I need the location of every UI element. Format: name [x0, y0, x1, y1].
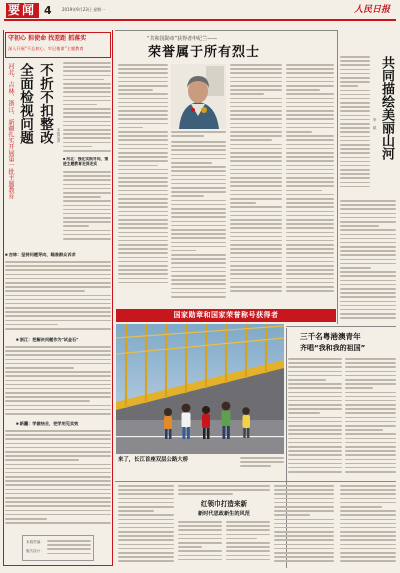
subhead-hebei: ■ 河北：强化实践导向，推进主题教育走深走实 — [63, 157, 109, 166]
bottom-title-line2: 新时代思政新生的风范 — [198, 511, 250, 517]
main-col2-text — [171, 141, 226, 306]
portrait-photo — [171, 64, 226, 129]
subhead-zhejiang: ■ 浙江：把解决问题作为“试金石” — [16, 337, 79, 342]
editor-line1: 本版责编： — [26, 540, 44, 544]
side-kicker: 河北、吉林、浙江、新疆扎实开展第一批主题教育 — [7, 63, 14, 200]
right-divider-h — [286, 326, 396, 327]
theme-banner — [5, 32, 111, 58]
bottom-text-col3 — [226, 521, 270, 567]
byline-left: 本报记者 — [57, 128, 61, 143]
honors-banner-text: 国家勋章和国家荣誉称号获得者 — [173, 311, 279, 319]
left-column-frame-bottom — [3, 565, 113, 566]
portrait-caption — [171, 131, 226, 139]
subhead-xinjiang: ■ 新疆：学做结合，把学用见实效 — [16, 421, 79, 426]
hebei-text — [63, 171, 111, 245]
left-lead-text — [63, 62, 111, 155]
song-title-line2: 齐唱“我和我的祖国” — [300, 344, 366, 352]
main-divider — [115, 30, 337, 31]
song-title-line1: 三千名粤港澳青年 — [300, 332, 361, 341]
portrait-illustration — [171, 64, 226, 129]
zhejiang-text — [5, 346, 111, 420]
bottom-text-col1 — [118, 485, 174, 567]
main-col3-text — [230, 64, 282, 306]
bottom-text-col5 — [340, 485, 396, 567]
header-rule — [4, 19, 396, 21]
date-line: 2019年9月23日 星期一 — [62, 7, 106, 12]
left-column-frame — [3, 30, 4, 566]
right-feature-text-b — [340, 200, 396, 324]
main-kicker: “共和国勋章”获得者申纪兰—— — [147, 36, 218, 42]
photo-caption-text — [240, 457, 284, 471]
right-feature-text-a — [340, 56, 370, 196]
main-col1-text — [118, 64, 168, 304]
bridge-illustration — [116, 324, 284, 454]
main-col4-text — [286, 64, 334, 306]
song-text-col2 — [345, 358, 396, 478]
section-name: 要闻 — [8, 3, 37, 17]
bottom-text-col4 — [274, 485, 334, 567]
masthead-logo: 人民日报 — [354, 5, 391, 15]
bottom-title-line1: 红领巾打造来新 — [200, 500, 248, 508]
theme-banner-line2: 深入开展“不忘初心、牢记使命”主题教育 — [8, 46, 84, 51]
photo-caption-title: 来了，长江首座双层公路大桥 — [118, 457, 189, 463]
big-title-line1: 全面检视问题 — [17, 63, 33, 144]
subhead-jilin: ■ 吉林：坚持问题导向，瞄准群众诉求 — [5, 252, 76, 257]
xinjiang-text — [5, 430, 111, 530]
page-number: 4 — [44, 4, 52, 17]
right-feature-byline: 李 斌 — [373, 118, 377, 130]
main-title: 荣誉属于所有烈士 — [148, 45, 261, 60]
editor-line2: 版式设计： — [26, 549, 44, 553]
right-feature-title: 共同描绘美丽山河 — [379, 56, 394, 160]
editor-box — [22, 535, 94, 561]
theme-banner-line1: 守初心 担使命 找差距 抓落实 — [8, 35, 87, 42]
bridge-photo — [116, 324, 284, 454]
left-column-frame-right — [112, 30, 113, 566]
bottom-divider — [115, 481, 396, 482]
jilin-text — [5, 261, 111, 333]
honors-red-banner — [116, 309, 336, 322]
bottom-text-top — [178, 485, 270, 498]
bottom-text-col2 — [178, 521, 222, 567]
song-text-col1 — [288, 358, 342, 478]
right-divider-v — [337, 30, 338, 324]
big-title-line2: 不折不扣整改 — [37, 63, 53, 144]
editor-names — [47, 540, 91, 560]
